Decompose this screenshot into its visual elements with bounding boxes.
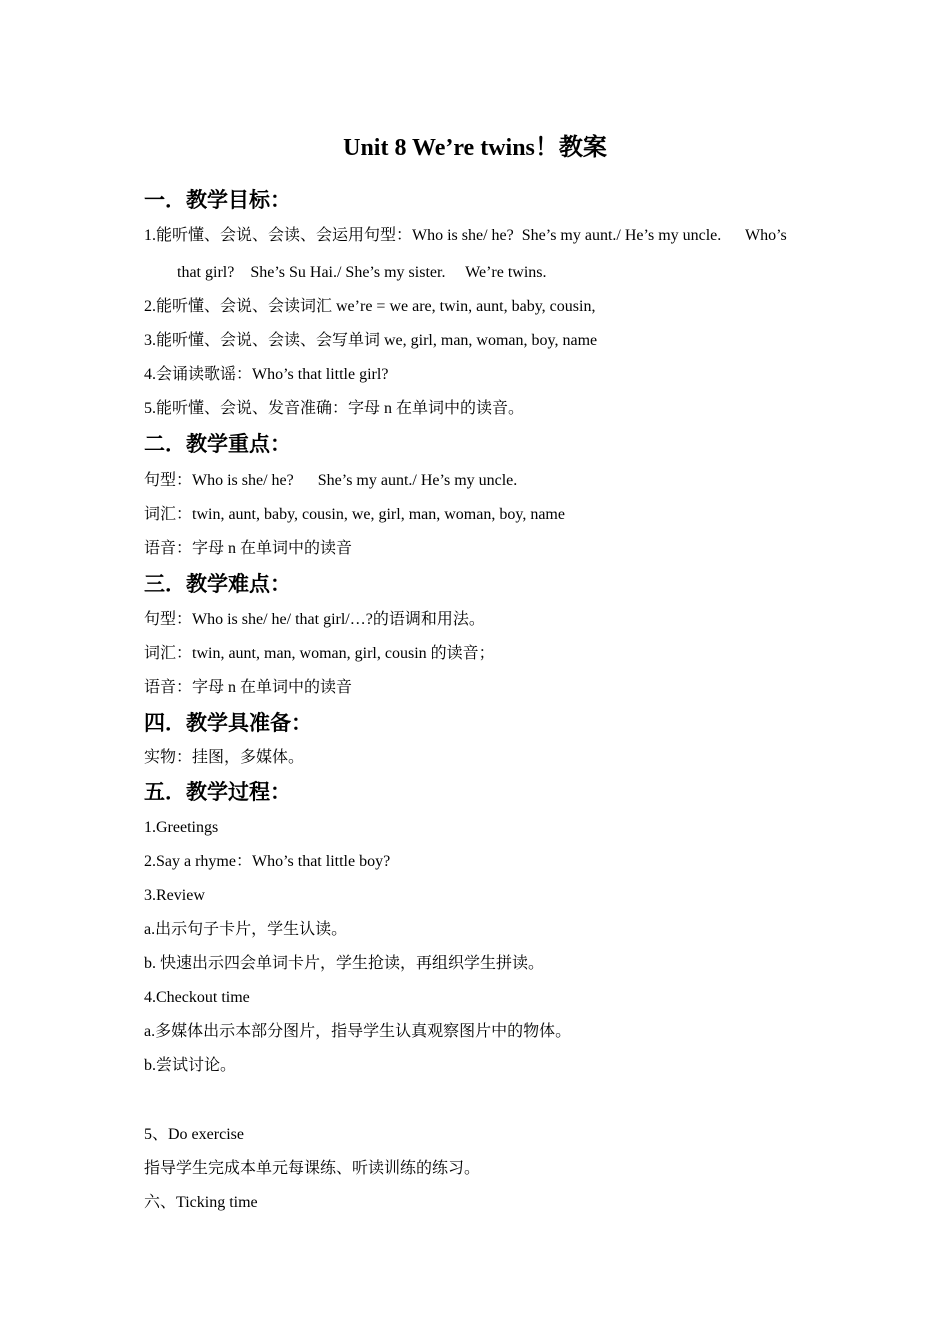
- process-checkout-b: b.尝试讨论。: [144, 1057, 237, 1074]
- objective-line-1-cont: that girl? She’s Su Hai./ She’s my sister. We’re twins.: [177, 264, 547, 281]
- process-step-review: 3.Review: [144, 887, 205, 904]
- objective-line-2: 2.能听懂、会说、会读词汇 we’re = we are, twin, aunt, baby, cousin,: [144, 298, 596, 315]
- section-heading-materials: 四．教学具准备：: [144, 711, 312, 735]
- key-point-vocabulary: 词汇：twin, aunt, baby, cousin, we, girl, man, woman, boy, name: [144, 506, 565, 523]
- section-heading-process: 五．教学过程：: [144, 780, 291, 804]
- process-review-b: b. 快速出示四会单词卡片，学生抢读，再组织学生拼读。: [144, 955, 545, 972]
- section-heading-objectives: 一．教学目标：: [144, 188, 291, 212]
- process-review-a: a.出示句子卡片，学生认读。: [144, 921, 348, 938]
- process-checkout-a: a.多媒体出示本部分图片，指导学生认真观察图片中的物体。: [144, 1023, 572, 1040]
- process-step-exercise: 5、Do exercise: [144, 1126, 244, 1143]
- difficulty-vocabulary: 词汇：twin, aunt, man, woman, girl, cousin 的读音；: [144, 645, 495, 662]
- objective-line-1: 1.能听懂、会说、会读、会运用句型：Who is she/ he? She’s my aunt./ He’s my uncle. Who’s: [144, 227, 787, 244]
- section-heading-difficulties: 三．教学难点：: [144, 572, 291, 596]
- process-step-rhyme: 2.Say a rhyme：Who’s that little boy?: [144, 853, 391, 870]
- process-step-checkout: 4.Checkout time: [144, 989, 250, 1006]
- difficulty-phonics: 语音：字母 n 在单词中的读音: [144, 679, 353, 696]
- objective-line-3: 3.能听懂、会说、会读、会写单词 we, girl, man, woman, boy, name: [144, 332, 598, 349]
- materials-line: 实物：挂图，多媒体。: [144, 749, 305, 766]
- section-heading-key-points: 二．教学重点：: [144, 432, 291, 456]
- difficulty-sentence: 句型：Who is she/ he/ that girl/…?的语调和用法。: [144, 611, 485, 628]
- objective-line-4: 4.会诵读歌谣：Who’s that little girl?: [144, 366, 389, 383]
- process-exercise-detail: 指导学生完成本单元每课练、听读训练的练习。: [144, 1160, 481, 1177]
- key-point-sentence: 句型：Who is she/ he? She’s my aunt./ He’s my uncle.: [144, 472, 518, 489]
- document-title: Unit 8 We’re twins！教案: [343, 135, 607, 161]
- objective-line-5: 5.能听懂、会说、发音准确：字母 n 在单词中的读音。: [144, 400, 525, 417]
- key-point-phonics: 语音：字母 n 在单词中的读音: [144, 540, 353, 557]
- process-ticking-time: 六、Ticking time: [144, 1194, 258, 1211]
- process-step-greetings: 1.Greetings: [144, 819, 219, 836]
